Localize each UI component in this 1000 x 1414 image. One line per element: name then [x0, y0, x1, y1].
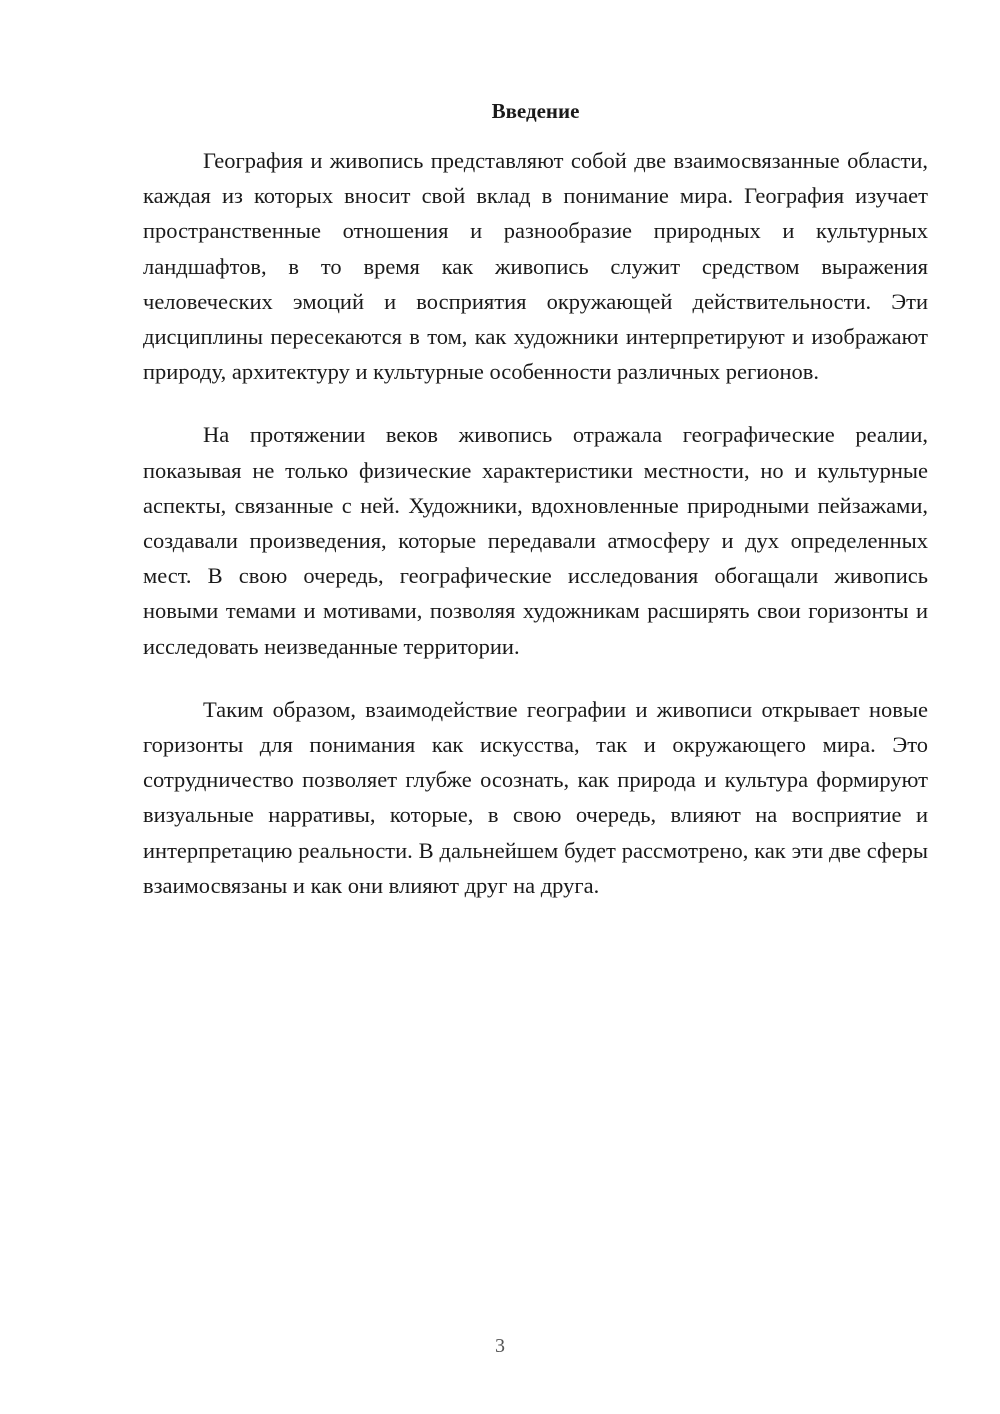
paragraph-1: География и живопись представляют собой две взаимосвязанные области, каждая из которых вносит свой вклад в понимание мира. География изучает пространственные отношения и разнообразие природных и культурных ландшафтов, в то время как живопись служит средством выражения человеческих эмоций и восприятия окружающей действительности. Эти дисциплины пересекаются в том, как художники интерпретируют и изображают природу, архитектуру и культурные особенности различных регионов. — [143, 148, 928, 385]
paragraph-2: На протяжении веков живопись отражала географические реалии, показывая не только физические характеристики местности, но и культурные аспекты, связанные с ней. Художники, вдохновленные природными пейзажами, создавали произведения, которые передавали атмосферу и дух определенных мест. В свою очередь, географические исследования обогащали живопись новыми темами и мотивами, позволяя художникам расширять свои горизонты и исследовать неизведанные территории. — [143, 422, 928, 659]
document-body — [143, 143, 928, 931]
section-title: Введение — [491, 99, 580, 123]
page-number: 3 — [495, 1335, 505, 1357]
paragraph-3: Таким образом, взаимодействие географии и живописи открывает новые горизонты для понимания как искусства, так и окружающего мира. Это сотрудничество позволяет глубже осознать, как природа и культура формируют визуальные нарративы, которые, в свою очередь, влияют на восприятие и интерпретацию реальности. В дальнейшем будет рассмотрено, как эти две сферы взаимосвязаны и как они влияют друг на друга. — [143, 696, 928, 898]
